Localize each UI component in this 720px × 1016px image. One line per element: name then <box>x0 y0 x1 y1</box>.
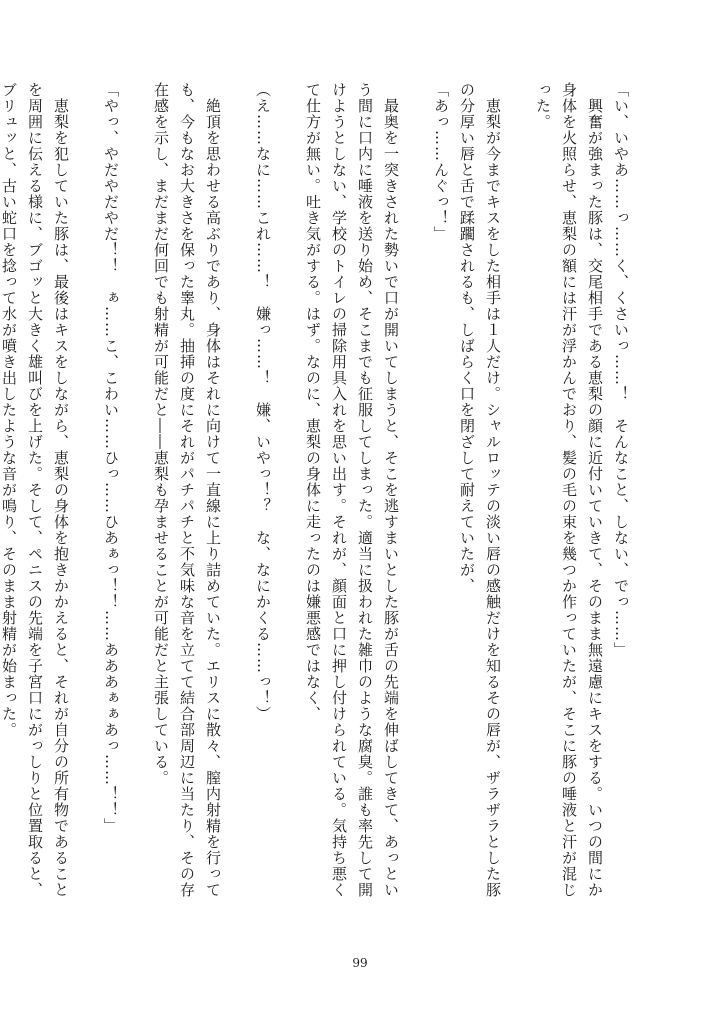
page-number: 99 <box>352 956 368 970</box>
paragraph: （え……なに……これ……！ 嫌っ……！ 嫌、いやっ！？ な、なにかくる……っ！） <box>254 82 272 722</box>
paragraph: 「あっ……んぐっ！」 <box>432 82 450 242</box>
paragraph: 最奥を一突きされた勢いで口が開いてしまうと、そこを逃すまいとした豚が舌の先端を伸ばしてきて、あっという間に口内に唾液を送り始め、そこまでも征服してしまった。適当に扱われた雑巾のような腐臭。誰も率先して開けようとしない、学校のトイレの掃除用具入れを思い出す。それが、顔面と口に押し付けられている。気持ち悪くて仕方が無い。吐き気がする。はず。なのに、恵梨の身体に走ったのは嫌悪感ではなく、 <box>304 82 400 898</box>
paragraph: 恵梨を犯していた豚は、最後はキスをしながら、恵梨の身体を抱きかかえると、それが自分の所有物であることを周囲に伝える様に、ブゴッと大きく雄叫びを上げた。そして、ペニスの先端を子宮口にがっしりと位置取ると、ブリュッと、古い蛇口を捻って水が噴き出したような音が鳴り、そのまま射精が始まった。 <box>0 82 70 898</box>
paragraph: 「やっ、やだやだやだ！！ ぁ……こ、こわい……ひっ……ひあぁっ！！……あああぁぁあっ……！！」 <box>102 82 120 834</box>
vertical-text-body <box>0 82 634 912</box>
paragraph: 興奮が強まった豚は、交尾相手である恵梨の顔に近付いていきて、そのまま無遠慮にキスをする。いつの間にか身体を火照らせ、恵梨の額には汗が浮かんでおり、髪の毛の束を幾つか作っていたが、そこに豚の唾液と汗が混じった。 <box>534 82 604 898</box>
paragraph: 絶頂を思わせる高ぶりであり、身体はそれに向けて一直線に上り詰めていた。エリスに散々、膣内射精を行っても、今もなお大きさを保った睾丸。抽挿の度にそれがパチパチと不気味な音を立てて結合部周辺に当たり、その存在感を示し、まだまだ何回でも射精が可能だと――恵梨も孕ませることが可能だと主張している。 <box>152 82 222 898</box>
paragraph: 「い、いやあ……っ……く、くさいっ……！ そんなこと、しない、でっ……」 <box>612 82 630 658</box>
paragraph: 恵梨が今までキスをした相手は１人だけ。シャルロッテの淡い唇の感触だけを知るその唇が、ザラザラとした豚の分厚い唇と舌で蹂躙されるも、しばらく口を閉ざして耐えていたが、 <box>458 82 502 898</box>
